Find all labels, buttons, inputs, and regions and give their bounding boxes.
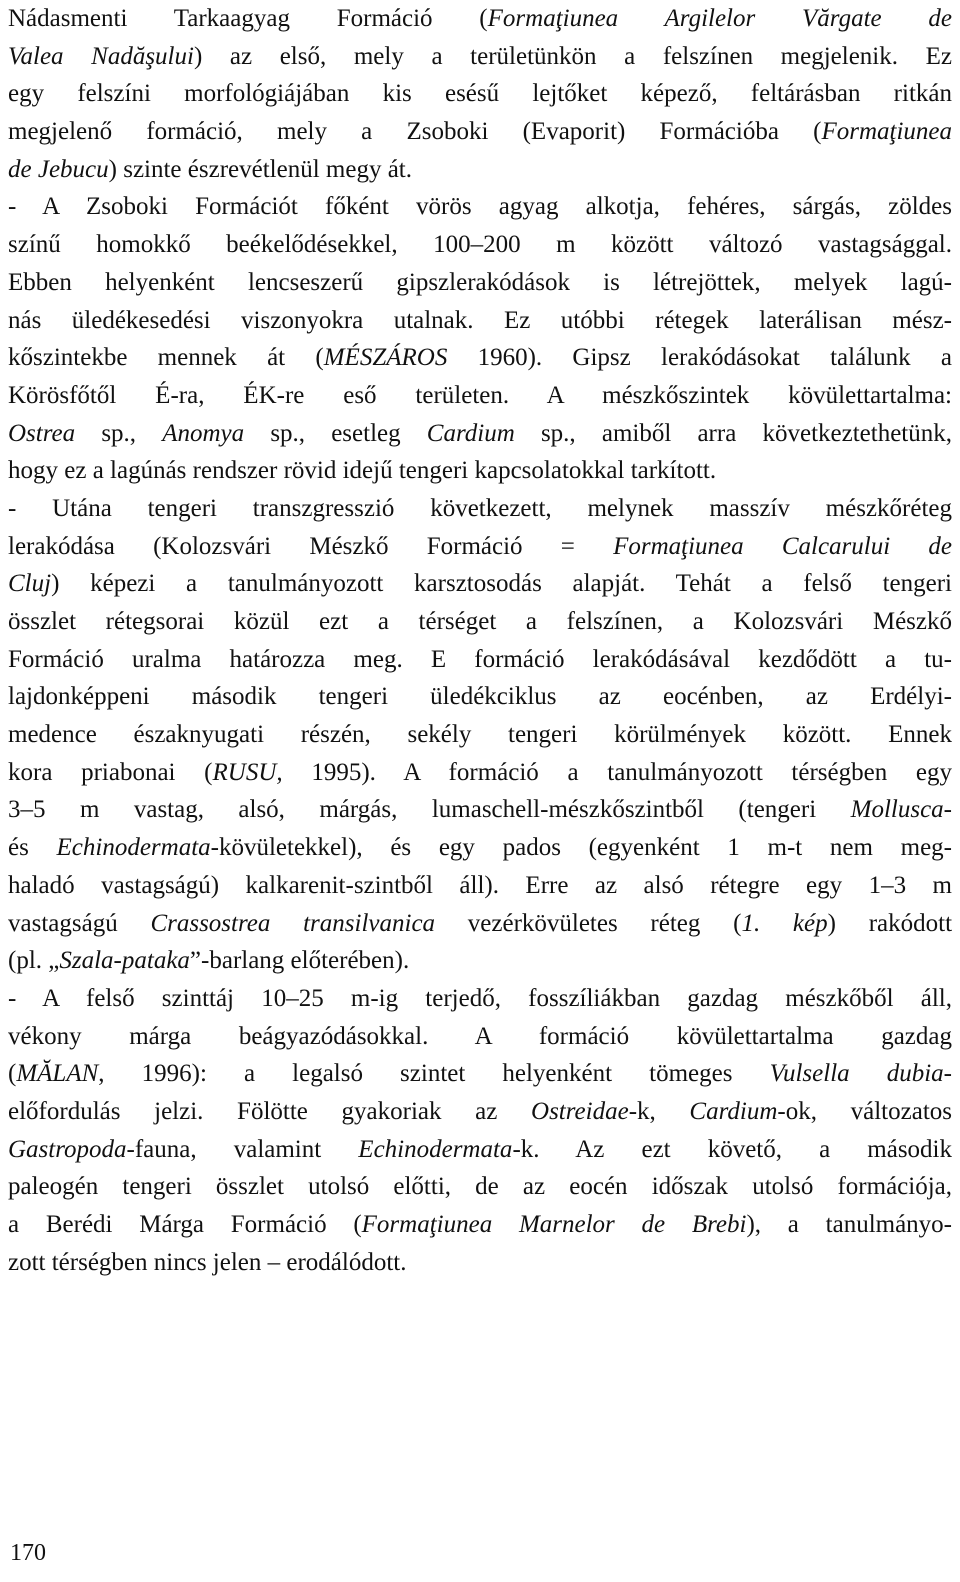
italic-text: Echinodermata bbox=[358, 1135, 513, 1163]
text-line bbox=[8, 75, 952, 113]
italic-text: MÉSZÁROS bbox=[323, 344, 448, 372]
text-run: 1960). Gipsz lerakódásokat találunk a bbox=[447, 344, 953, 372]
italic-text: RUSU, bbox=[212, 758, 283, 786]
text-line bbox=[8, 415, 952, 453]
italic-text: Ostrea bbox=[8, 419, 76, 447]
italic-text: Formaţiunea Marnelor de Brebi bbox=[361, 1211, 747, 1238]
text-line bbox=[8, 641, 952, 679]
page-number: 170 bbox=[10, 1540, 46, 1566]
text-line bbox=[8, 829, 952, 867]
italic-text: Cluj bbox=[8, 570, 52, 598]
text-line bbox=[8, 716, 952, 754]
italic-text: Valea Nadăşului bbox=[8, 42, 194, 70]
text-run: zott térségben nincs jelen – erodálódott. bbox=[8, 1248, 407, 1276]
text-run: - bbox=[943, 796, 952, 824]
text-line bbox=[8, 0, 952, 38]
text-run: -kövületekkel), és egy pados (egyenként 1 m-t nem meg- bbox=[210, 834, 952, 862]
text-line bbox=[8, 565, 952, 603]
text-run: lajdonképpeni második tengeri üledékciklus az eocénben, az Erdélyi- bbox=[8, 683, 952, 711]
text-line bbox=[8, 452, 952, 490]
italic-text: Ostreidae bbox=[531, 1097, 629, 1125]
italic-text: Szala-pataka bbox=[59, 947, 190, 975]
document-body bbox=[8, 0, 952, 1281]
text-run: , 1996): a legalsó szintet helyenként tömeges bbox=[98, 1060, 770, 1088]
text-run: egy felszíni morfológiájában kis esésű lejtőket képező, feltárásban ritkán bbox=[8, 80, 952, 108]
text-run: kora priabonai ( bbox=[8, 758, 213, 786]
text-run: paleogén tengeri összlet utolsó előtti, de az eocén időszak utolsó formációja, bbox=[8, 1173, 952, 1201]
text-run: medence északnyugati részén, sekély tengeri körülmények között. Ennek bbox=[8, 721, 952, 749]
text-line bbox=[8, 38, 952, 76]
text-line bbox=[8, 264, 952, 302]
text-line bbox=[8, 302, 952, 340]
text-run: vékony márga beágyazódásokkal. A formáció kövülettartalma gazdag bbox=[8, 1022, 952, 1050]
text-line bbox=[8, 1206, 952, 1244]
italic-text: Mollusca bbox=[850, 796, 944, 824]
italic-text: Cardium bbox=[689, 1097, 778, 1125]
text-run: ) rakódott bbox=[827, 909, 953, 937]
text-line bbox=[8, 1018, 952, 1056]
text-line bbox=[8, 754, 952, 792]
text-run: ) szinte észrevétlenül megy át. bbox=[108, 155, 412, 183]
text-run: Formáció uralma határozza meg. E formáció lerakódásával kezdődött a tu- bbox=[8, 645, 952, 673]
text-line bbox=[8, 113, 952, 151]
text-line bbox=[8, 188, 952, 226]
italic-text: 1. kép bbox=[741, 909, 828, 937]
text-line bbox=[8, 905, 952, 943]
italic-text: Vulsella dubia bbox=[769, 1060, 944, 1088]
italic-text: Cardium bbox=[426, 419, 515, 447]
text-run: ( bbox=[8, 1060, 17, 1088]
text-run: és bbox=[8, 834, 57, 862]
text-run: haladó vastagságú) kalkarenit-szintből áll). Erre az alsó rétegre egy 1–3 m bbox=[8, 871, 952, 899]
text-line bbox=[8, 942, 952, 980]
text-line bbox=[8, 1131, 952, 1169]
italic-text: Echinodermata bbox=[56, 834, 211, 862]
text-line bbox=[8, 377, 952, 415]
text-run: vastagságú bbox=[8, 909, 151, 937]
text-run: ), a tanulmányo- bbox=[746, 1211, 953, 1238]
text-line bbox=[8, 980, 952, 1018]
italic-text: Gastropoda bbox=[8, 1135, 127, 1163]
text-run: hogy ez a lagúnás rendszer rövid idejű tengeri kapcsolatokkal tarkított. bbox=[8, 457, 717, 485]
text-line bbox=[8, 867, 952, 905]
text-line bbox=[8, 490, 952, 528]
text-run: ”-barlang előterében). bbox=[189, 947, 410, 975]
text-line bbox=[8, 603, 952, 641]
text-run: sp., bbox=[75, 419, 163, 447]
text-line bbox=[8, 791, 952, 829]
text-line bbox=[8, 339, 952, 377]
text-run: sp., esetleg bbox=[244, 419, 427, 447]
text-run: Ebben helyenként lencseszerű gipszlerakódások is létrejöttek, melyek lagú- bbox=[8, 268, 952, 296]
italic-text: Formaţiunea Calcarului de bbox=[613, 532, 952, 560]
text-line bbox=[8, 1093, 952, 1131]
text-line bbox=[8, 1244, 952, 1282]
italic-text: Formaţiunea Argilelor Vărgate de bbox=[487, 5, 952, 32]
text-run: a Berédi Márga Formáció ( bbox=[8, 1211, 362, 1238]
text-line bbox=[8, 528, 952, 566]
text-run: előfordulás jelzi. Fölötte gyakoriak az bbox=[8, 1097, 532, 1125]
text-run: kőszintekbe mennek át ( bbox=[8, 344, 324, 372]
text-run: 3–5 m vastag, alsó, márgás, lumaschell-mészkőszintből (tengeri bbox=[8, 796, 851, 824]
text-run: -ok, változatos bbox=[777, 1097, 952, 1125]
text-run: - bbox=[943, 1060, 952, 1088]
text-run: összlet rétegsorai közül ezt a térséget a felszínen, a Kolozsvári Mészkő bbox=[8, 608, 952, 635]
text-run: nás üledékesedési viszonyokra utalnak. Ez utóbbi rétegek laterálisan mész- bbox=[8, 306, 952, 334]
text-run: - Utána tengeri transzgresszió következett, melynek masszív mészkőréteg bbox=[8, 494, 952, 522]
text-run: megjelenő formáció, mely a Zsoboki (Evaporit) Formációba ( bbox=[8, 118, 822, 146]
text-run: Nádasmenti Tarkaagyag Formáció ( bbox=[8, 5, 488, 32]
text-run: - A felső szinttáj 10–25 m-ig terjedő, fosszíliákban gazdag mészkőből áll, bbox=[8, 984, 952, 1012]
text-line bbox=[8, 226, 952, 264]
text-run: vezérkövületes réteg ( bbox=[435, 909, 742, 937]
text-run: ) képezi a tanulmányozott karsztosodás alapját. Tehát a felső tengeri bbox=[51, 570, 952, 598]
text-run: Körösfőtől É-ra, ÉK-re eső területen. A mészkőszintek kövülettartalma: bbox=[8, 381, 952, 409]
text-line bbox=[8, 1055, 952, 1093]
text-run: színű homokkő beékelődésekkel, 100–200 m között változó vastagsággal. bbox=[8, 231, 952, 259]
italic-text: de Jebucu bbox=[8, 155, 109, 183]
text-run: -k. Az ezt követő, a második bbox=[512, 1135, 952, 1163]
text-run: ) az első, mely a területünkön a felszínen megjelenik. Ez bbox=[193, 42, 952, 70]
text-run: 1995). A formáció a tanulmányozott térségben egy bbox=[282, 758, 952, 786]
text-line bbox=[8, 151, 952, 189]
italic-text: MĂLAN bbox=[16, 1060, 99, 1088]
text-run: lerakódása (Kolozsvári Mészkő Formáció = bbox=[8, 532, 614, 560]
italic-text: Anomya bbox=[162, 419, 245, 447]
text-line bbox=[8, 678, 952, 716]
text-run: -k, bbox=[628, 1097, 690, 1125]
text-run: -fauna, valamint bbox=[126, 1135, 359, 1163]
text-run: (pl. „ bbox=[8, 947, 60, 975]
text-run: - A Zsoboki Formációt főként vörös agyag alkotja, fehéres, sárgás, zöldes bbox=[8, 193, 952, 221]
text-line bbox=[8, 1168, 952, 1206]
italic-text: Crassostrea transilvanica bbox=[150, 909, 436, 937]
italic-text: Formaţiunea bbox=[821, 118, 952, 146]
text-run: sp., amiből arra következtethetünk, bbox=[514, 419, 952, 447]
